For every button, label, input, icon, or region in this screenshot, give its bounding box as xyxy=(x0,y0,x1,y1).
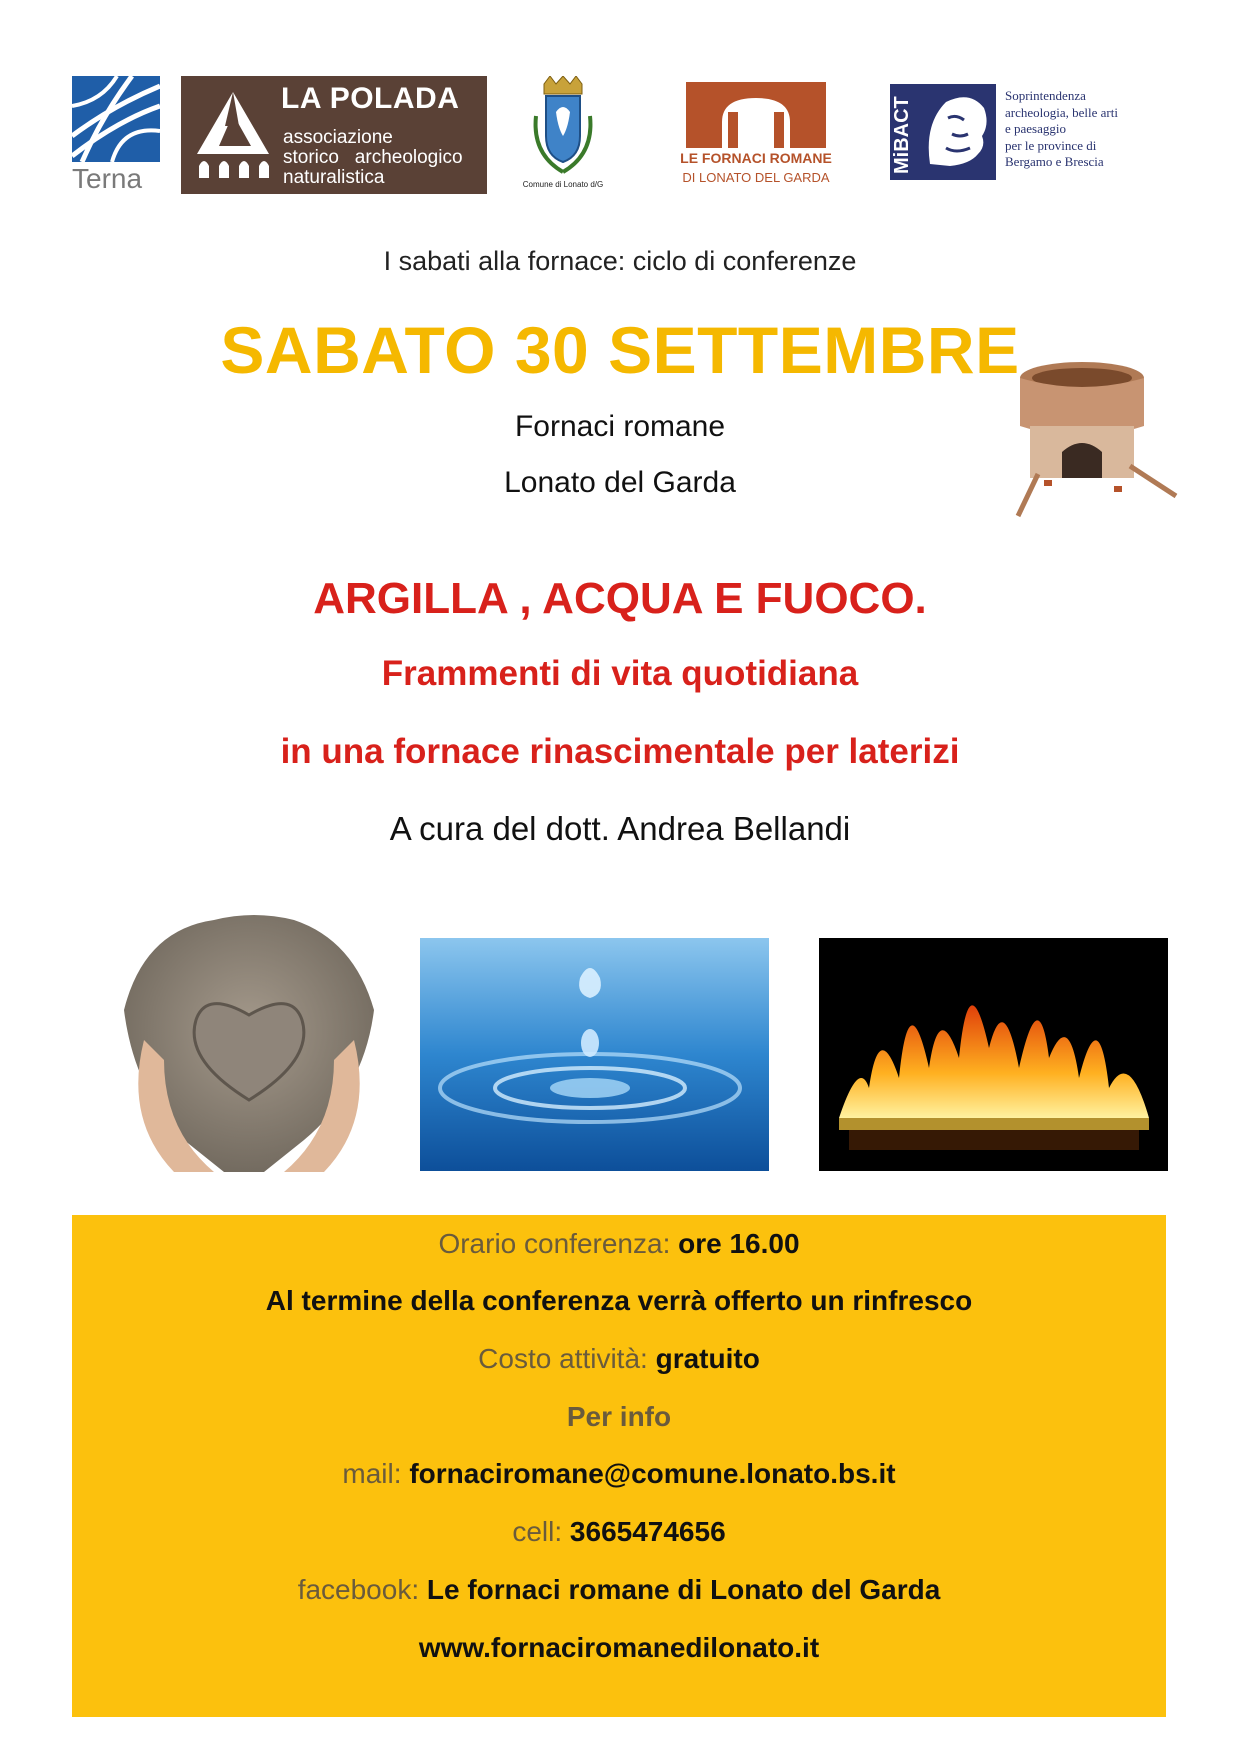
cost-value: gratuito xyxy=(655,1343,760,1374)
mail-link[interactable]: fornaciromane@comune.lonato.bs.it xyxy=(409,1458,896,1489)
mail-label: mail xyxy=(342,1458,394,1489)
venue-town: Lonato del Garda xyxy=(504,466,736,499)
facebook-page[interactable]: Le fornaci romane di Lonato del Garda xyxy=(426,1574,941,1605)
curator: A cura del dott. Andrea Bellandi xyxy=(389,810,851,847)
cell-line: cell: 3665474656 xyxy=(512,1516,726,1547)
time-value: ore 16.00 xyxy=(678,1228,800,1259)
fornaci-romane-logo xyxy=(674,82,838,190)
clay-hands-image xyxy=(104,890,394,1172)
cost-label: Costo attività xyxy=(478,1343,641,1374)
comune-coat-of-arms xyxy=(508,76,618,194)
comune-caption: Comune di Lonato d/G xyxy=(522,180,604,189)
info-box xyxy=(72,1215,1166,1717)
refreshment-note: Al termine della conferenza verrà offerto un rinfresco xyxy=(265,1285,973,1316)
soprintendenza-line: Soprintendenza xyxy=(1005,88,1086,103)
fornaci-logo-line2: DI LONATO DEL GARDA xyxy=(682,170,830,185)
fire-image xyxy=(819,938,1168,1171)
conference-series: I sabati alla fornace: ciclo di conferenze xyxy=(383,246,857,276)
talk-subtitle-2: in una fornace rinascimentale per laterizi xyxy=(280,732,960,771)
fornaci-logo-line1: LE FORNACI ROMANE xyxy=(680,150,832,166)
la-polada-title: LA POLADA xyxy=(281,82,460,115)
la-polada-mark-icon xyxy=(189,86,277,186)
soprintendenza-line: e paesaggio xyxy=(1005,121,1067,136)
time-label: Orario conferenza xyxy=(438,1228,663,1259)
venue-name: Fornaci romane xyxy=(514,410,726,443)
info-heading: Per info xyxy=(566,1401,672,1432)
facebook-label: facebook xyxy=(297,1574,412,1605)
soprintendenza-text xyxy=(1005,88,1205,171)
facebook-line: facebook: Le fornaci romane di Lonato del Garda xyxy=(297,1574,941,1605)
la-polada-line2: storico archeologico xyxy=(283,147,463,168)
water-drop-image xyxy=(420,938,769,1171)
cell-label: cell xyxy=(512,1516,555,1547)
mail-line: mail: fornaciromane@comune.lonato.bs.it xyxy=(342,1458,896,1489)
soprintendenza-line: per le province di xyxy=(1005,137,1097,153)
mibact-mark: MiBACT xyxy=(891,96,913,174)
cost-line: Costo attività: gratuito xyxy=(478,1343,760,1374)
event-date: SABATO 30 SETTEMBRE xyxy=(220,313,1020,387)
kiln-illustration xyxy=(1010,356,1180,518)
coat-of-arms-icon xyxy=(530,76,596,176)
la-polada-line3: naturalistica xyxy=(283,167,385,188)
talk-title: ARGILLA , ACQUA E FUOCO. xyxy=(313,574,927,623)
soprintendenza-line: archeologia, belle arti xyxy=(1005,104,1118,120)
time-line: Orario conferenza: ore 16.00 xyxy=(438,1228,800,1259)
terna-label: Terna xyxy=(72,163,143,194)
website-link[interactable]: www.fornaciromanedilonato.it xyxy=(418,1632,820,1663)
cell-value: 3665474656 xyxy=(569,1516,726,1547)
la-polada-logo xyxy=(181,76,487,194)
terna-logo xyxy=(72,76,160,194)
la-polada-line1: associazione xyxy=(283,127,393,148)
talk-subtitle-1: Frammenti di vita quotidiana xyxy=(381,654,859,693)
mibact-logo xyxy=(890,84,996,180)
soprintendenza-line: Bergamo e Brescia xyxy=(1005,154,1104,169)
kiln-arch-icon xyxy=(686,82,826,148)
